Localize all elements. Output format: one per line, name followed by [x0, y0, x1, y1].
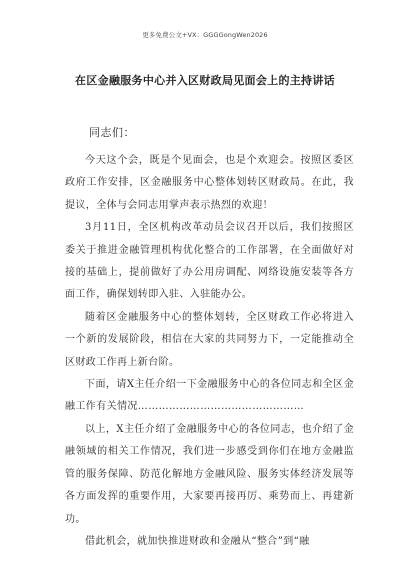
paragraph: 下面，请X主任介绍一下金融服务中心的各位同志和全区金融工作有关情况………………………………………… [65, 379, 354, 413]
paragraph: 以上，X主任介绍了金融服务中心的各位同志，也介绍了金融领域的相关工作情况，我们进一步感受到你们在地方金融监管的服务保障、防范化解地方金融风险、服务实体经济发展等各方面发挥的重要作用，大家要再接再厉、乘势而上、再建新功。 [65, 423, 354, 525]
paragraph: 借此机会，就加快推进财政和金融从“整合”到“融 [85, 535, 310, 547]
header-note: 更多免费公文+VX：GGGGongWen2026 [142, 31, 268, 39]
paragraph: 随着区金融服务中心的整体划转，全区财政工作必将进入一个新的发展阶段，相信在大家的共同努力下，一定能推动全区财政工作再上新台阶。 [65, 311, 354, 368]
paragraph: 今天这个会，既是个见面会，也是个欢迎会。按照区委区政府工作安排，区金融服务中心整体划转区财政局。在此，我提议，全体与会同志用掌声表示热烈的欢迎！ [65, 155, 354, 211]
paragraph: 3月11日，全区机构改革动员会议召开以后，我们按照区委关于推进金融管理机构优化整合的工作部署，在全面做好对接的基础上，提前做好了办公用房调配、网络设施安装等各方面工作，确保划转即入驻、入驻能办公。 [65, 222, 354, 301]
salutation: 同志们： [89, 126, 135, 139]
document-body [65, 150, 354, 553]
document-title: 在区金融服务中心并入区财政局见面会上的主持讲话 [75, 74, 335, 87]
